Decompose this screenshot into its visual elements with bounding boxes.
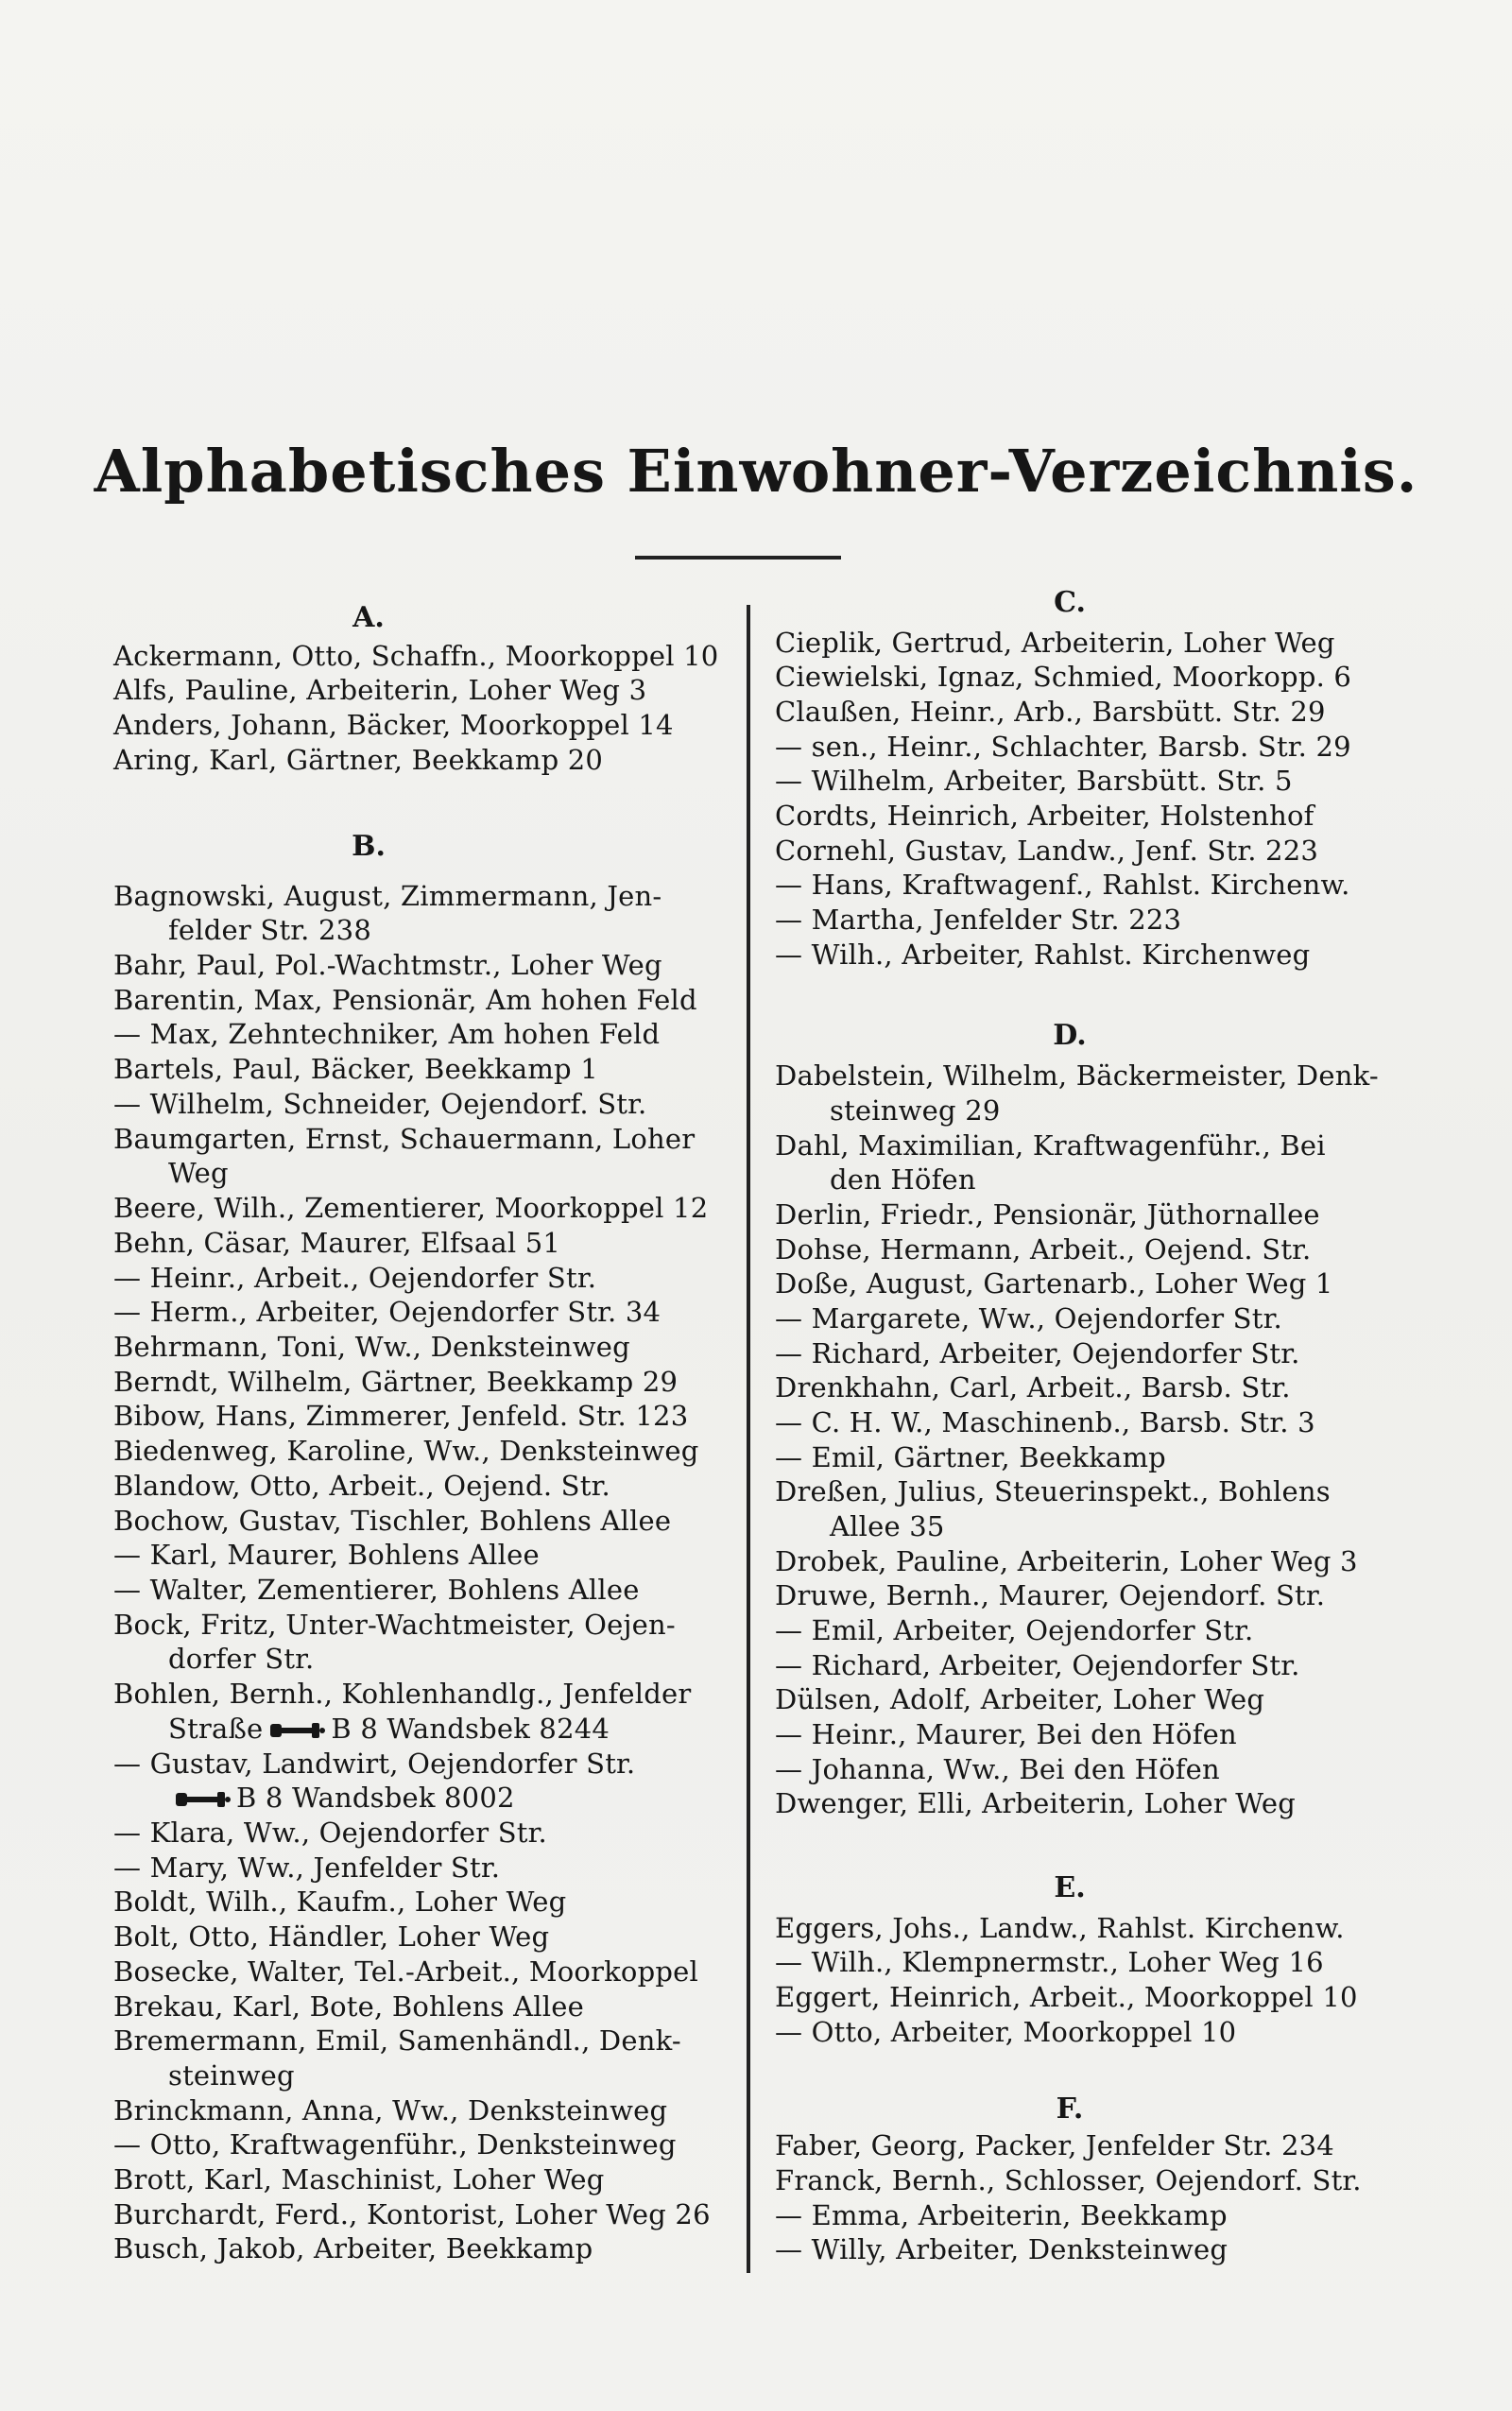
- phone-number: B 8 Wandsbek 8244: [331, 1713, 610, 1745]
- entry-text: Weg: [168, 1157, 229, 1189]
- directory-entry: [775, 2128, 1334, 2162]
- directory-entry: [775, 1945, 1324, 1979]
- directory-entry: [775, 1440, 1166, 1474]
- entry-text: Brekau, Karl, Bote, Bohlens Allee: [113, 1990, 584, 2023]
- entry-text: — Richard, Arbeiter, Oejendorfer Str.: [775, 1337, 1300, 1369]
- entry-text: Burchardt, Ferd., Kontorist, Loher Weg 26: [113, 2198, 711, 2230]
- entry-text: — Willy, Arbeiter, Denksteinweg: [775, 2233, 1228, 2265]
- directory-entry: [775, 1717, 1237, 1751]
- directory-entry: [113, 1469, 610, 1503]
- entry-continuation: [113, 1642, 314, 1676]
- directory-entry: [113, 1017, 660, 1051]
- directory-entry: [775, 903, 1181, 937]
- entry-text: — C. H. W., Maschinenb., Barsb. Str. 3: [775, 1406, 1315, 1438]
- entry-continuation: [775, 1509, 945, 1543]
- entry-continuation: [775, 1162, 976, 1197]
- entry-text: — Wilhelm, Schneider, Oejendorf. Str.: [113, 1088, 647, 1120]
- entry-text: Allee 35: [830, 1510, 945, 1542]
- directory-entry: [113, 1295, 661, 1329]
- directory-entry: [113, 1885, 566, 1919]
- directory-entry: [113, 2024, 681, 2058]
- entry-text: Brinckmann, Anna, Ww., Denksteinweg: [113, 2094, 668, 2127]
- directory-entry: [775, 1911, 1345, 1945]
- entry-text: Blandow, Otto, Arbeit., Oejend. Str.: [113, 1470, 610, 1502]
- directory-entry: [775, 730, 1351, 764]
- directory-entry: [113, 1920, 549, 1954]
- directory-entry: [113, 1399, 688, 1433]
- directory-entry: [775, 1059, 1379, 1093]
- directory-entry: [775, 799, 1314, 833]
- entry-text: — Klara, Ww., Oejendorfer Str.: [113, 1817, 547, 1849]
- entry-text: Alfs, Pauline, Arbeiterin, Loher Weg 3: [113, 674, 647, 706]
- entry-text: — Otto, Kraftwagenführ., Denksteinweg: [113, 2128, 677, 2161]
- entry-text: Franck, Bernh., Schlosser, Oejendorf. Str.: [775, 2164, 1362, 2196]
- directory-entry: [775, 764, 1293, 798]
- directory-entry: [775, 2163, 1362, 2197]
- entry-text: Bahr, Paul, Pol.-Wachtmstr., Loher Weg: [113, 949, 662, 981]
- entry-text: — Otto, Arbeiter, Moorkoppel 10: [775, 2016, 1237, 2048]
- entry-text: Bagnowski, August, Zimmermann, Jen-: [113, 880, 662, 912]
- entry-text: den Höfen: [830, 1163, 976, 1196]
- directory-entry: [775, 1682, 1264, 1716]
- entry-text: Bartels, Paul, Bäcker, Beekkamp 1: [113, 1053, 598, 1085]
- entry-text: Dahl, Maximilian, Kraftwagenführ., Bei: [775, 1129, 1326, 1162]
- entry-text: Bolt, Otto, Händler, Loher Weg: [113, 1920, 550, 1953]
- entry-continuation: [113, 1781, 515, 1815]
- entry-text: — Richard, Arbeiter, Oejendorfer Str.: [775, 1649, 1300, 1681]
- entry-text: Eggert, Heinrich, Arbeit., Moorkoppel 10: [775, 1981, 1358, 2013]
- directory-entry: [775, 1405, 1315, 1439]
- directory-entry: [775, 1301, 1282, 1335]
- directory-entry: [113, 948, 662, 982]
- entry-text: Bochow, Gustav, Tischler, Bohlens Allee: [113, 1505, 672, 1537]
- section-letter: E.: [1054, 1871, 1086, 1904]
- entry-text: Bibow, Hans, Zimmerer, Jenfeld. Str. 123: [113, 1400, 689, 1432]
- directory-entry: [775, 626, 1335, 660]
- directory-entry: [113, 1851, 500, 1885]
- entry-text: Bock, Fritz, Unter-Wachtmeister, Oejen-: [113, 1609, 676, 1641]
- directory-entry: [775, 1266, 1333, 1300]
- section-letter: A.: [352, 601, 385, 634]
- entry-text: Anders, Johann, Bäcker, Moorkoppel 14: [113, 709, 674, 741]
- directory-entry: [113, 1747, 635, 1781]
- directory-entry: [113, 1677, 691, 1711]
- entry-text: Ackermann, Otto, Schaffn., Moorkoppel 10: [113, 640, 719, 672]
- directory-entry: [113, 1122, 695, 1156]
- entry-text: Derlin, Friedr., Pensionär, Jüthornallee: [775, 1198, 1320, 1231]
- entry-text: — Margarete, Ww., Oejendorfer Str.: [775, 1302, 1282, 1335]
- directory-entry: [775, 1128, 1326, 1162]
- directory-entry: [113, 1087, 646, 1121]
- directory-entry: [775, 2198, 1228, 2232]
- directory-entry: [775, 1786, 1296, 1820]
- entry-text: Druwe, Bernh., Maurer, Oejendorf. Str.: [775, 1579, 1326, 1611]
- entry-text: Bohlen, Bernh., Kohlenhandlg., Jenfelder: [113, 1678, 692, 1710]
- entry-continuation: [113, 2058, 295, 2092]
- section-letter: F.: [1056, 2092, 1084, 2126]
- entry-text: — Martha, Jenfelder Str. 223: [775, 904, 1182, 936]
- entry-text: — Heinr., Maurer, Bei den Höfen: [775, 1718, 1237, 1750]
- directory-entry: [775, 2015, 1236, 2049]
- directory-entry: [113, 2093, 667, 2127]
- entry-text: Boldt, Wilh., Kaufm., Loher Weg: [113, 1886, 567, 1918]
- entry-text: Berndt, Wilhelm, Gärtner, Beekkamp 29: [113, 1366, 679, 1398]
- entry-text: — Wilh., Klempnermstr., Loher Weg 16: [775, 1946, 1324, 1978]
- directory-entry: [113, 1330, 630, 1364]
- phone-number: B 8 Wandsbek 8002: [236, 1782, 515, 1814]
- directory-entry: [113, 2231, 593, 2265]
- directory-entry: [775, 1980, 1358, 2014]
- directory-entry: [775, 695, 1326, 729]
- directory-entry: [775, 1648, 1300, 1682]
- directory-entry: [775, 2232, 1228, 2266]
- directory-entry: [113, 983, 697, 1017]
- entry-text: Claußen, Heinr., Arb., Barsbütt. Str. 29: [775, 696, 1326, 728]
- directory-entry: [113, 1261, 596, 1295]
- directory-entry: [113, 1191, 708, 1225]
- directory-entry: [113, 743, 603, 777]
- directory-entry: [775, 1752, 1220, 1786]
- entry-text: Bosecke, Walter, Tel.-Arbeit., Moorkoppel: [113, 1955, 698, 1988]
- entry-text: — Emil, Arbeiter, Oejendorfer Str.: [775, 1614, 1254, 1646]
- directory-entry: [113, 1226, 560, 1260]
- directory-entry: [113, 1989, 584, 2024]
- entry-text: Busch, Jakob, Arbeiter, Beekkamp: [113, 2232, 593, 2265]
- directory-entry: [113, 673, 646, 707]
- page-title: Alphabetisches Einwohner-Verzeichnis.: [94, 437, 1418, 506]
- section-letter: C.: [1054, 586, 1086, 619]
- directory-entry: [113, 708, 674, 742]
- directory-entry: [775, 834, 1318, 868]
- directory-entry: [113, 1434, 699, 1468]
- entry-text: steinweg 29: [830, 1094, 1001, 1127]
- directory-entry: [775, 1613, 1253, 1647]
- entry-text: Brott, Karl, Maschinist, Loher Weg: [113, 2163, 605, 2196]
- section-letter: D.: [1053, 1019, 1087, 1052]
- entry-text: Drobek, Pauline, Arbeiterin, Loher Weg 3: [775, 1545, 1358, 1577]
- entry-text: dorfer Str.: [168, 1643, 315, 1675]
- entry-text: Behn, Cäsar, Maurer, Elfsaal 51: [113, 1227, 561, 1259]
- directory-entry: [113, 1538, 540, 1572]
- directory-entry: [775, 1232, 1311, 1266]
- entry-text: — Heinr., Arbeit., Oejendorfer Str.: [113, 1262, 597, 1294]
- entry-text: Dreßen, Julius, Steuerinspekt., Bohlens: [775, 1475, 1331, 1507]
- directory-entry: [775, 868, 1350, 902]
- entry-text: Dülsen, Adolf, Arbeiter, Loher Weg: [775, 1683, 1265, 1715]
- directory-entry: [113, 1955, 698, 1989]
- entry-continuation: [113, 1712, 610, 1746]
- entry-continuation: [775, 1094, 1001, 1128]
- directory-entry: [113, 879, 662, 913]
- entry-text: Beere, Wilh., Zementierer, Moorkoppel 12: [113, 1192, 709, 1224]
- entry-text: Dabelstein, Wilhelm, Bäckermeister, Denk-: [775, 1059, 1379, 1092]
- entry-text: Ciewielski, Ignaz, Schmied, Moorkopp. 6: [775, 661, 1352, 693]
- entry-text: Faber, Georg, Packer, Jenfelder Str. 234: [775, 2129, 1334, 2161]
- entry-continuation: [113, 1156, 229, 1190]
- directory-entry: [113, 1504, 671, 1538]
- entry-text: — Emil, Gärtner, Beekkamp: [775, 1441, 1166, 1473]
- directory-entry: [775, 1474, 1331, 1508]
- entry-text: Barentin, Max, Pensionär, Am hohen Feld: [113, 984, 697, 1016]
- directory-entry: [775, 660, 1351, 694]
- entry-text: — Karl, Maurer, Bohlens Allee: [113, 1539, 540, 1571]
- entry-text: Dohse, Hermann, Arbeit., Oejend. Str.: [775, 1233, 1312, 1266]
- directory-entry: [113, 1608, 676, 1642]
- directory-entry: [113, 1365, 678, 1399]
- entry-text: — Wilh., Arbeiter, Rahlst. Kirchenweg: [775, 939, 1311, 971]
- entry-text: Drenkhahn, Carl, Arbeit., Barsb. Str.: [775, 1371, 1291, 1404]
- entry-text: steinweg: [168, 2059, 295, 2092]
- entry-text: Eggers, Johs., Landw., Rahlst. Kirchenw.: [775, 1912, 1345, 1944]
- entry-text: Straße: [168, 1713, 264, 1745]
- entry-text: — Max, Zehntechniker, Am hohen Feld: [113, 1018, 661, 1050]
- directory-entry: [775, 1336, 1300, 1370]
- entry-text: — Gustav, Landwirt, Oejendorfer Str.: [113, 1748, 636, 1780]
- entry-text: — Hans, Kraftwagenf., Rahlst. Kirchenw.: [775, 869, 1350, 901]
- directory-entry: [775, 1197, 1320, 1231]
- entry-text: Cieplik, Gertrud, Arbeiterin, Loher Weg: [775, 627, 1335, 659]
- directory-entry: [113, 2197, 711, 2231]
- entry-text: — Herm., Arbeiter, Oejendorfer Str. 34: [113, 1296, 662, 1328]
- entry-text: Behrmann, Toni, Ww., Denksteinweg: [113, 1331, 630, 1363]
- entry-text: Doße, August, Gartenarb., Loher Weg 1: [775, 1267, 1333, 1300]
- column-divider: [747, 605, 750, 2273]
- entry-text: — Johanna, Ww., Bei den Höfen: [775, 1753, 1220, 1785]
- section-letter: B.: [352, 830, 386, 863]
- directory-entry: [113, 1816, 547, 1850]
- entry-text: — Walter, Zementierer, Bohlens Allee: [113, 1574, 640, 1606]
- entry-text: — Wilhelm, Arbeiter, Barsbütt. Str. 5: [775, 765, 1293, 797]
- entry-text: felder Str. 238: [168, 914, 371, 946]
- entry-text: Bremermann, Emil, Samenhändl., Denk-: [113, 2024, 681, 2057]
- directory-entry: [113, 2162, 605, 2196]
- title-underline: [635, 556, 841, 560]
- directory-entry: [775, 1370, 1291, 1404]
- directory-entry: [113, 2127, 677, 2161]
- entry-text: — Mary, Ww., Jenfelder Str.: [113, 1851, 501, 1884]
- directory-entry: [113, 639, 718, 673]
- directory-entry: [113, 1573, 640, 1607]
- entry-text: Dwenger, Elli, Arbeiterin, Loher Weg: [775, 1787, 1297, 1819]
- entry-text: Baumgarten, Ernst, Schauermann, Loher: [113, 1123, 696, 1155]
- entry-text: — sen., Heinr., Schlachter, Barsb. Str. 29: [775, 731, 1351, 763]
- entry-text: Aring, Karl, Gärtner, Beekkamp 20: [113, 744, 604, 776]
- entry-text: Biedenweg, Karoline, Ww., Denksteinweg: [113, 1435, 699, 1467]
- entry-text: Cordts, Heinrich, Arbeiter, Holstenhof: [775, 800, 1314, 832]
- directory-entry: [775, 1578, 1325, 1612]
- directory-entry: [775, 938, 1310, 972]
- telephone-icon: [270, 1721, 325, 1740]
- directory-entry: [113, 1052, 598, 1086]
- entry-continuation: [113, 913, 371, 947]
- entry-text: Cornehl, Gustav, Landw., Jenf. Str. 223: [775, 835, 1318, 867]
- entry-text: — Emma, Arbeiterin, Beekkamp: [775, 2199, 1228, 2231]
- directory-entry: [775, 1544, 1358, 1578]
- telephone-icon: [176, 1790, 231, 1809]
